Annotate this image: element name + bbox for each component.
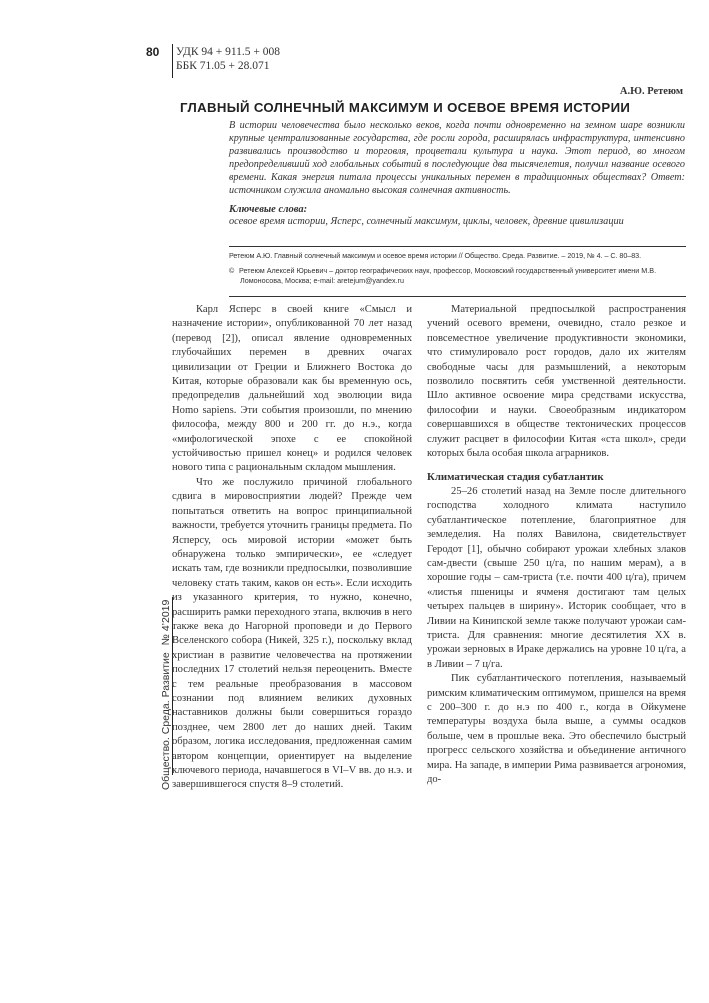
- journal-issue: № 4’2019: [160, 599, 172, 646]
- author-info: [229, 266, 689, 286]
- abstract: В истории человечества было несколько веков, когда почти одновременно на земном шаре возникли крупные централизованные государства, где росли города, расширялась инфраструктура, интенсивно развивались производство и торговля, процветали культура и наука. Этот период, во многом предопределивший ход глобальных событий в последующие два тысячелетия, получил название осевого времени. Какая энергия питала процессы уникальных перемен в традиционных обществах? Ответ: источником служила аномально высокая солнечная активность.: [229, 120, 685, 196]
- copyright-icon: ©: [229, 266, 235, 275]
- page-number: 80: [146, 45, 160, 59]
- divider-bottom: [229, 296, 686, 297]
- citation: Ретеюм А.Ю. Главный солнечный максимум и осевое время истории // Общество. Среда. Развитие. – 2019, № 4. – С. 80–83.: [229, 251, 642, 260]
- keywords-label: Ключевые слова:: [229, 204, 308, 215]
- paragraph: Материальной предпосылкой распространения учений осевого времени, очевидно, стало резкое и повсеместное увеличение продуктивности экономики, что стимулировало рост городов, дало их жителям свободные часы для размышлений, а некоторым позволило посвятить себя умственной деятельности. Шло активное освоение мира средствами искусства, философии и науки. Своеобразным индикатором совершавшихся в обществе тектонических процессов служит расцвет в философии Китая «ста школ», среди которых была особая школа аграрников.: [427, 304, 686, 460]
- body-column-right: [427, 303, 686, 787]
- author-name: А.Ю. Ретеюм: [619, 86, 683, 97]
- author-info-line1: Ретеюм Алексей Юрьевич – доктор географических наук, профессор, Московский государственный университет имени М.В.: [239, 266, 657, 275]
- article-title: ГЛАВНЫЙ СОЛНЕЧНЫЙ МАКСИМУМ И ОСЕВОЕ ВРЕМЯ ИСТОРИИ: [180, 100, 631, 115]
- body-column-left: [172, 303, 412, 793]
- udk-code: УДК 94 + 911.5 + 008: [176, 46, 281, 58]
- header-divider: [172, 44, 173, 78]
- author-info-line2: Ломоносова, Москва; e-mail: aretejum@yandex.ru: [240, 276, 404, 285]
- paragraph: Карл Ясперс в своей книге «Смысл и назначение истории», опубликованной 70 лет назад (перевод [2]), описал явление одновременных глубочайших перемен в древних очагах цивилизации от Греции и Ближнего Востока до Китая, которые образовали как бы временную ось, предопределив дальнейший ход эволюции вида Homo sapiens. Эти события произошли, по мнению философа, между 800 и 200 гг. до н.э., когда «мифологической эпохе с ее спокойной устойчивостью пришел конец» и родился человек нового типа с рациональным складом мышления.: [172, 304, 412, 474]
- paragraph: Что же послужило причиной глобального сдвига в мировосприятии людей? Прежде чем попытаться ответить на вопрос принципиальной важности, требуется уточнить границы предмета. По Ясперсу, ось мировой истории «может быть обнаружена только эмпирически», ее «следует искать там, где возникли предпосылки, позволившие человеку стать таким, каков он есть». Если исходить из указанного критерия, то нужно, конечно, расширить рамки переходного этапа, включив в него также века до Нагорной проповеди и до Первого Вселенского собора (Никей, 325 г.), поскольку вклад христиан в развитие человечества на протяжении последних 17 столетий нельзя переоценить. Вместе с тем реальные преобразования в массовом сознании под влиянием великих духовных наставников должны были совершиться гораздо позднее, чем 2800 лет до наших дней. Таким образом, логика исследования, предложенная самим автором концепции, ориентирует на выделение ключевого периода, начавшегося в VI–V вв. до н.э. и завершившегося спустя 8–9 столетий.: [172, 476, 412, 791]
- paragraph: Пик субатлантического потепления, называемый римским климатическим оптимумом, пришелся на время с 200–300 г. до н.э по 400 г., когда в Ойкумене температуры воздуха была выше, а суммы осадков больше, чем в прошлые века. Это обеспечило быстрый прогресс сельского хозяйства и объединение античного мира. На западе, в империи Рима развивается агрономия, до-: [427, 673, 686, 785]
- journal-sidebar: [160, 596, 172, 790]
- section-heading: Климатическая стадия субатлантик: [427, 471, 604, 484]
- classification-codes: [176, 45, 280, 73]
- keywords: осевое время истории, Ясперс, солнечный максимум, циклы, человек, древние цивилизации: [229, 216, 624, 227]
- paragraph: 25–26 столетий назад на Земле после длительного господства холодного климата наступило субатлантическое потепление, благоприятное для земледелия. На полях Вавилона, свидетельствует Геродот [1], обычно собирают урожаи хлебных злаков сам-двести (свыше 250 ц/га, по нашим мерам), а в хорошие годы – сам-триста (т.е. почти 400 ц/га), причем «листья пшеницы и ячменя достигают там целых четырех пальцев в ширину». Историк сообщает, что в Ливии на Кинипской земле также получают урожаи сам-триста. Для сравнения: многие десятилетия XX в. урожаи зерновых в Ираке держались на уровне 10 ц/га, а в Ливии – 7 ц/га.: [427, 485, 686, 670]
- journal-name: Общество. Среда. Развитие: [160, 652, 172, 790]
- bbk-code: ББК 71.05 + 28.071: [176, 60, 270, 72]
- divider-top: [229, 246, 686, 247]
